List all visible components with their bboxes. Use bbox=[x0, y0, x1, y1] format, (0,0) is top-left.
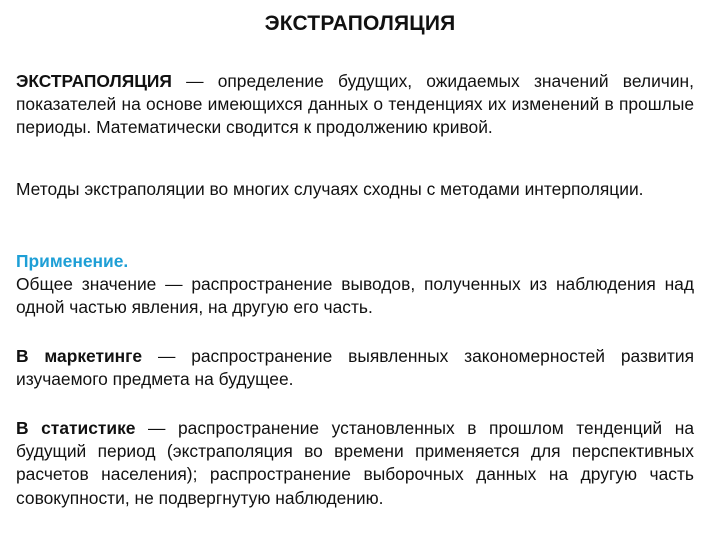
marketing-text: распространение выявленных закономерностей развития изучаемого предмета на будущее. bbox=[16, 346, 694, 390]
application-heading: Применение. bbox=[16, 251, 129, 271]
general-meaning-dash: — bbox=[156, 274, 192, 295]
statistics-dash: — bbox=[135, 418, 179, 438]
marketing-term: В маркетинге bbox=[16, 346, 143, 366]
statistics-term: В статистике bbox=[16, 418, 136, 438]
general-meaning-term: Общее значение bbox=[16, 274, 157, 295]
page-title: ЭКСТРАПОЛЯЦИЯ bbox=[264, 12, 456, 35]
definition-text: определение будущих, ожидаемых значений величин, показателей на основе имеющихся данных о тенденциях их изменений в прошлые периоды. Математически сводится к продолжению кривой. bbox=[16, 71, 694, 138]
statistics-text: распространение установленных в прошлом тенденций на будущий период (экстраполяция во времени применяется для перспективных расчетов населения); распространение выборочных данных на другую часть совокупности, не подвергнутую наблюдению. bbox=[16, 418, 694, 508]
general-meaning-paragraph bbox=[16, 273, 694, 319]
marketing-paragraph bbox=[16, 345, 694, 391]
statistics-paragraph bbox=[16, 417, 694, 510]
general-meaning-text: распространение выводов, полученных из наблюдения над одной частью явления, на другую его часть. bbox=[16, 274, 694, 318]
methods-paragraph: Методы экстраполяции во многих случаях сходны с методами интерполяции. bbox=[16, 179, 644, 199]
definition-paragraph bbox=[16, 70, 694, 140]
definition-term: ЭКСТРАПОЛЯЦИЯ bbox=[16, 71, 172, 91]
application-section bbox=[16, 250, 694, 320]
definition-dash: — bbox=[171, 71, 218, 91]
marketing-dash: — bbox=[142, 346, 192, 366]
